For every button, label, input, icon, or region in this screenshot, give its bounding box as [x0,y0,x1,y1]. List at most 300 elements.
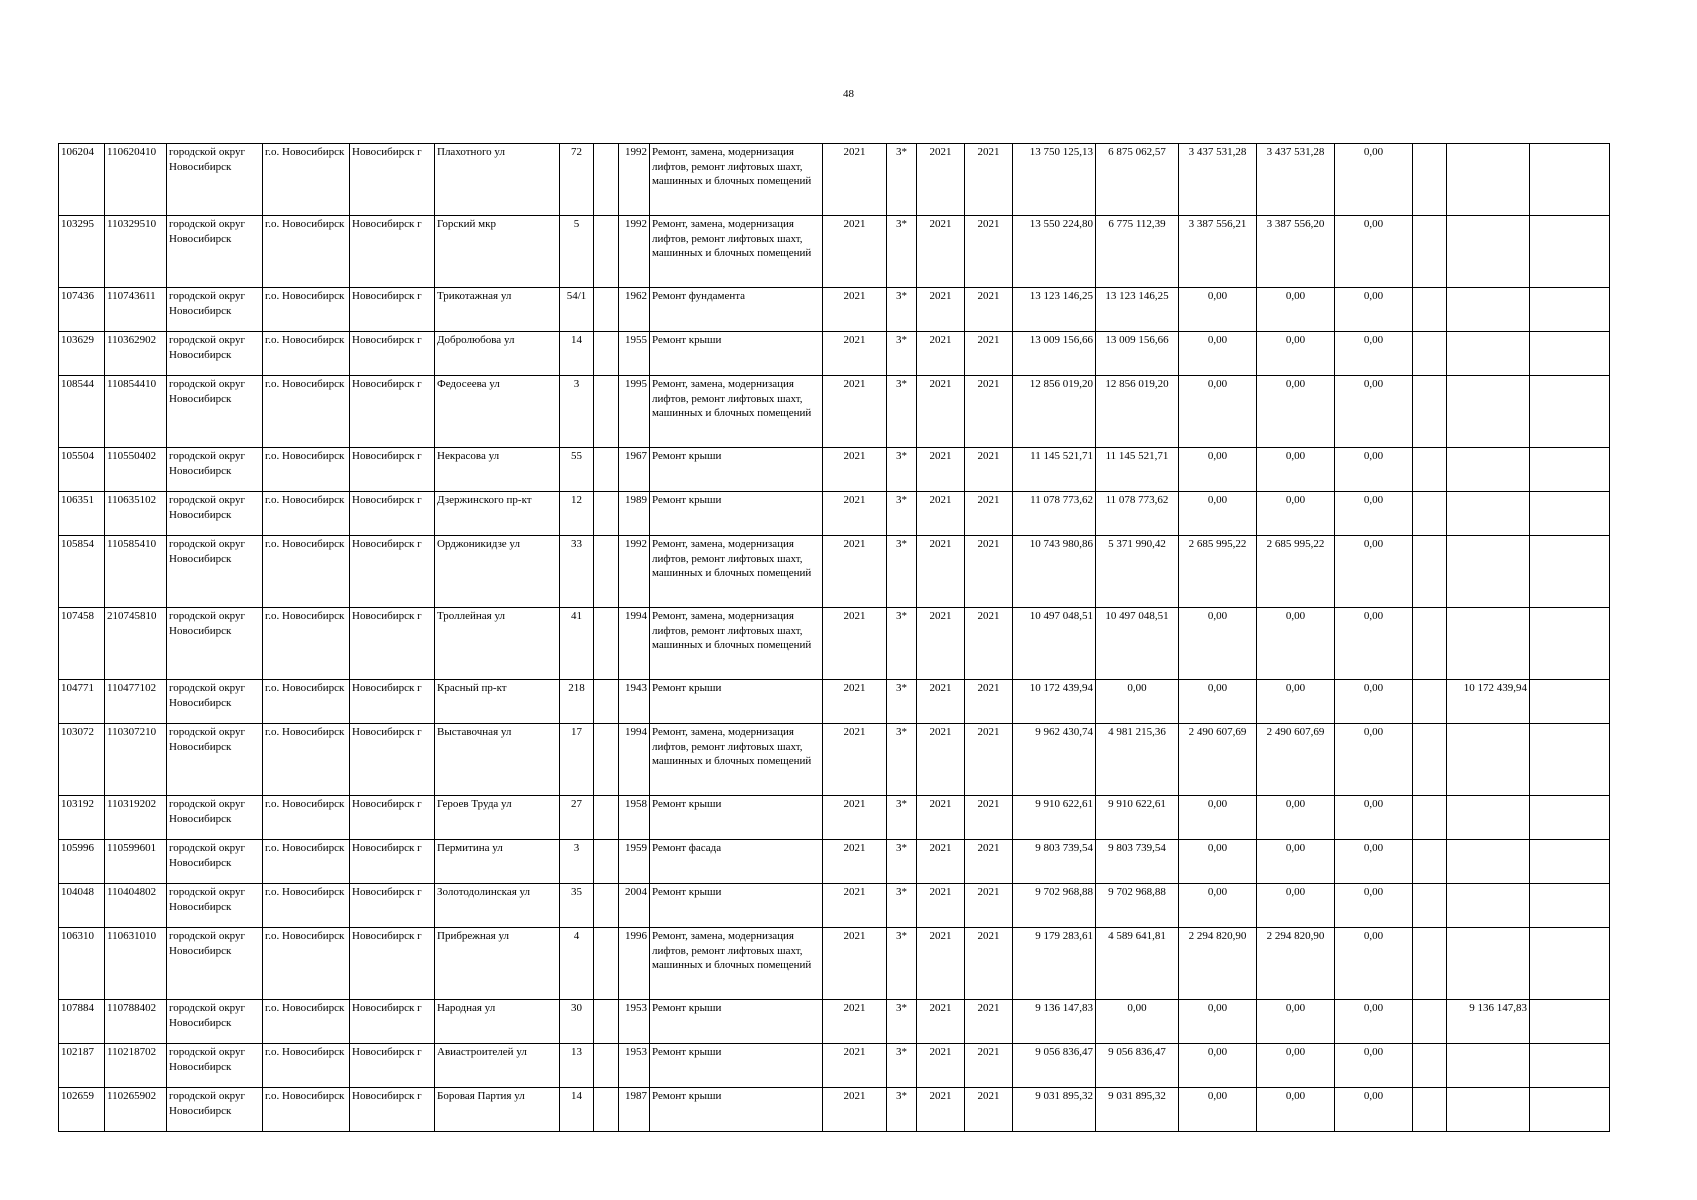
cell-federal-funds: 0,00 [1335,492,1413,536]
cell-owner-funds: 9 910 622,61 [1096,796,1179,840]
cell-street: Прибрежная ул [435,928,560,1000]
cell-local-funds: 3 437 531,28 [1257,144,1335,216]
cell-house-number: 14 [560,1088,594,1132]
cell-year-built: 1994 [619,724,650,796]
cell-regional-funds: 0,00 [1179,288,1257,332]
cell-house-id: 105504 [59,448,105,492]
cell-federal-funds: 0,00 [1335,288,1413,332]
cell-system-code: 110620410 [105,144,167,216]
cell-settlement: Новосибирск г [350,332,435,376]
cell-total-cost: 13 750 125,13 [1013,144,1096,216]
cell-work-type: Ремонт крыши [650,1044,823,1088]
table-row [59,724,1610,796]
cell-local-funds: 0,00 [1257,492,1335,536]
cell-plan-year: 2021 [823,536,887,608]
cell-note [1530,376,1610,448]
cell-total-cost: 13 550 224,80 [1013,216,1096,288]
cell-extra-funds [1413,448,1447,492]
cell-street: Дзержинского пр-кт [435,492,560,536]
table-row [59,928,1610,1000]
cell-end-year: 2021 [965,796,1013,840]
cell-extra-funds [1413,608,1447,680]
cell-building [594,448,619,492]
cell-start-year: 2021 [917,608,965,680]
page-number: 48 [843,88,854,100]
cell-other-funds: 10 172 439,94 [1447,680,1530,724]
cell-settlement: Новосибирск г [350,608,435,680]
cell-other-funds [1447,1044,1530,1088]
cell-federal-funds: 0,00 [1335,1088,1413,1132]
cell-start-year: 2021 [917,840,965,884]
cell-building [594,1088,619,1132]
cell-house-id: 105996 [59,840,105,884]
cell-local-funds: 0,00 [1257,608,1335,680]
cell-street: Золотодолинская ул [435,884,560,928]
cell-house-number: 14 [560,332,594,376]
cell-total-cost: 11 145 521,71 [1013,448,1096,492]
cell-priority: 3* [887,680,917,724]
cell-municipal-district: г.о. Новосибирск [263,608,350,680]
cell-settlement: Новосибирск г [350,492,435,536]
cell-other-funds [1447,332,1530,376]
cell-owner-funds: 9 031 895,32 [1096,1088,1179,1132]
cell-system-code: 110550402 [105,448,167,492]
cell-building [594,144,619,216]
cell-regional-funds: 0,00 [1179,796,1257,840]
cell-plan-year: 2021 [823,796,887,840]
cell-municipal-district: г.о. Новосибирск [263,928,350,1000]
cell-note [1530,492,1610,536]
table-row [59,448,1610,492]
cell-municipal-district: г.о. Новосибирск [263,796,350,840]
cell-regional-funds: 3 387 556,21 [1179,216,1257,288]
cell-house-id: 106310 [59,928,105,1000]
cell-work-type: Ремонт крыши [650,1088,823,1132]
cell-other-funds [1447,796,1530,840]
cell-owner-funds: 10 497 048,51 [1096,608,1179,680]
cell-other-funds [1447,536,1530,608]
cell-work-type: Ремонт крыши [650,332,823,376]
cell-note [1530,144,1610,216]
table-row [59,680,1610,724]
cell-street: Боровая Партия ул [435,1088,560,1132]
cell-municipal-district: г.о. Новосибирск [263,536,350,608]
cell-extra-funds [1413,144,1447,216]
cell-owner-funds: 9 056 836,47 [1096,1044,1179,1088]
cell-house-number: 30 [560,1000,594,1044]
cell-priority: 3* [887,1088,917,1132]
cell-start-year: 2021 [917,376,965,448]
cell-federal-funds: 0,00 [1335,144,1413,216]
cell-other-funds [1447,928,1530,1000]
cell-end-year: 2021 [965,536,1013,608]
cell-regional-funds: 0,00 [1179,376,1257,448]
cell-house-number: 35 [560,884,594,928]
cell-extra-funds [1413,332,1447,376]
cell-extra-funds [1413,680,1447,724]
cell-owner-funds: 0,00 [1096,680,1179,724]
cell-system-code: 110404802 [105,884,167,928]
cell-house-number: 41 [560,608,594,680]
cell-settlement: Новосибирск г [350,928,435,1000]
cell-regional-funds: 0,00 [1179,884,1257,928]
cell-owner-funds: 4 589 641,81 [1096,928,1179,1000]
cell-priority: 3* [887,216,917,288]
cell-municipality: городской округ Новосибирск [167,1044,263,1088]
cell-house-number: 5 [560,216,594,288]
cell-extra-funds [1413,536,1447,608]
cell-owner-funds: 13 009 156,66 [1096,332,1179,376]
cell-year-built: 1992 [619,536,650,608]
cell-plan-year: 2021 [823,288,887,332]
cell-building [594,376,619,448]
cell-year-built: 1955 [619,332,650,376]
cell-priority: 3* [887,840,917,884]
cell-other-funds: 9 136 147,83 [1447,1000,1530,1044]
cell-owner-funds: 11 078 773,62 [1096,492,1179,536]
cell-municipal-district: г.о. Новосибирск [263,492,350,536]
table-row [59,288,1610,332]
cell-settlement: Новосибирск г [350,1000,435,1044]
cell-settlement: Новосибирск г [350,536,435,608]
table-row [59,332,1610,376]
cell-municipality: городской округ Новосибирск [167,376,263,448]
cell-end-year: 2021 [965,144,1013,216]
cell-year-built: 1996 [619,928,650,1000]
cell-end-year: 2021 [965,216,1013,288]
cell-total-cost: 9 056 836,47 [1013,1044,1096,1088]
cell-plan-year: 2021 [823,216,887,288]
cell-note [1530,332,1610,376]
cell-year-built: 1967 [619,448,650,492]
cell-municipal-district: г.о. Новосибирск [263,680,350,724]
cell-start-year: 2021 [917,144,965,216]
cell-owner-funds: 4 981 215,36 [1096,724,1179,796]
cell-federal-funds: 0,00 [1335,724,1413,796]
cell-settlement: Новосибирск г [350,288,435,332]
cell-end-year: 2021 [965,1000,1013,1044]
cell-local-funds: 0,00 [1257,1044,1335,1088]
cell-total-cost: 12 856 019,20 [1013,376,1096,448]
cell-priority: 3* [887,928,917,1000]
cell-year-built: 2004 [619,884,650,928]
cell-municipality: городской округ Новосибирск [167,288,263,332]
cell-note [1530,1088,1610,1132]
cell-house-id: 104771 [59,680,105,724]
cell-municipality: городской округ Новосибирск [167,1000,263,1044]
cell-house-id: 102659 [59,1088,105,1132]
cell-end-year: 2021 [965,928,1013,1000]
cell-plan-year: 2021 [823,680,887,724]
cell-house-number: 13 [560,1044,594,1088]
table-row [59,144,1610,216]
cell-other-funds [1447,724,1530,796]
cell-municipal-district: г.о. Новосибирск [263,376,350,448]
cell-year-built: 1953 [619,1044,650,1088]
cell-municipal-district: г.о. Новосибирск [263,1088,350,1132]
cell-note [1530,1000,1610,1044]
cell-plan-year: 2021 [823,332,887,376]
cell-work-type: Ремонт фундамента [650,288,823,332]
cell-other-funds [1447,608,1530,680]
cell-system-code: 110788402 [105,1000,167,1044]
cell-total-cost: 9 031 895,32 [1013,1088,1096,1132]
cell-municipal-district: г.о. Новосибирск [263,1044,350,1088]
table-row [59,884,1610,928]
cell-local-funds: 0,00 [1257,680,1335,724]
cell-building [594,928,619,1000]
cell-note [1530,536,1610,608]
cell-work-type: Ремонт крыши [650,884,823,928]
cell-year-built: 1995 [619,376,650,448]
cell-total-cost: 9 910 622,61 [1013,796,1096,840]
cell-plan-year: 2021 [823,884,887,928]
cell-plan-year: 2021 [823,448,887,492]
cell-start-year: 2021 [917,536,965,608]
cell-municipal-district: г.о. Новосибирск [263,1000,350,1044]
cell-local-funds: 0,00 [1257,332,1335,376]
cell-federal-funds: 0,00 [1335,680,1413,724]
cell-total-cost: 9 179 283,61 [1013,928,1096,1000]
cell-total-cost: 13 009 156,66 [1013,332,1096,376]
cell-house-id: 103295 [59,216,105,288]
cell-system-code: 110635102 [105,492,167,536]
cell-local-funds: 0,00 [1257,1088,1335,1132]
cell-owner-funds: 0,00 [1096,1000,1179,1044]
cell-end-year: 2021 [965,608,1013,680]
cell-building [594,796,619,840]
cell-extra-funds [1413,724,1447,796]
cell-federal-funds: 0,00 [1335,884,1413,928]
cell-house-number: 55 [560,448,594,492]
cell-work-type: Ремонт, замена, модернизация лифтов, ремонт лифтовых шахт, машинных и блочных помещений [650,536,823,608]
cell-street: Некрасова ул [435,448,560,492]
cell-system-code: 210745810 [105,608,167,680]
cell-work-type: Ремонт крыши [650,1000,823,1044]
cell-plan-year: 2021 [823,928,887,1000]
cell-end-year: 2021 [965,680,1013,724]
cell-municipal-district: г.о. Новосибирск [263,884,350,928]
cell-extra-funds [1413,216,1447,288]
cell-street: Героев Труда ул [435,796,560,840]
cell-federal-funds: 0,00 [1335,376,1413,448]
cell-extra-funds [1413,376,1447,448]
cell-owner-funds: 5 371 990,42 [1096,536,1179,608]
cell-regional-funds: 0,00 [1179,840,1257,884]
cell-start-year: 2021 [917,1000,965,1044]
cell-street: Федосеева ул [435,376,560,448]
cell-note [1530,724,1610,796]
cell-municipality: городской округ Новосибирск [167,492,263,536]
cell-owner-funds: 9 803 739,54 [1096,840,1179,884]
cell-federal-funds: 0,00 [1335,1000,1413,1044]
cell-extra-funds [1413,928,1447,1000]
cell-local-funds: 0,00 [1257,1000,1335,1044]
cell-extra-funds [1413,1088,1447,1132]
cell-owner-funds: 6 875 062,57 [1096,144,1179,216]
cell-regional-funds: 2 490 607,69 [1179,724,1257,796]
cell-end-year: 2021 [965,1044,1013,1088]
cell-other-funds [1447,840,1530,884]
cell-priority: 3* [887,332,917,376]
cell-end-year: 2021 [965,884,1013,928]
table-row [59,1000,1610,1044]
cell-building [594,288,619,332]
cell-municipality: городской округ Новосибирск [167,536,263,608]
cell-street: Пермитина ул [435,840,560,884]
cell-system-code: 110329510 [105,216,167,288]
cell-settlement: Новосибирск г [350,884,435,928]
cell-extra-funds [1413,1044,1447,1088]
cell-municipal-district: г.о. Новосибирск [263,288,350,332]
cell-building [594,332,619,376]
cell-municipality: городской округ Новосибирск [167,608,263,680]
cell-house-number: 33 [560,536,594,608]
cell-house-id: 108544 [59,376,105,448]
cell-system-code: 110585410 [105,536,167,608]
table-row [59,492,1610,536]
cell-building [594,536,619,608]
cell-house-id: 105854 [59,536,105,608]
table-row [59,840,1610,884]
cell-work-type: Ремонт, замена, модернизация лифтов, ремонт лифтовых шахт, машинных и блочных помещений [650,928,823,1000]
cell-house-number: 4 [560,928,594,1000]
cell-priority: 3* [887,448,917,492]
cell-work-type: Ремонт, замена, модернизация лифтов, ремонт лифтовых шахт, машинных и блочных помещений [650,608,823,680]
cell-building [594,216,619,288]
cell-settlement: Новосибирск г [350,144,435,216]
cell-municipal-district: г.о. Новосибирск [263,840,350,884]
cell-year-built: 1962 [619,288,650,332]
cell-total-cost: 11 078 773,62 [1013,492,1096,536]
cell-settlement: Новосибирск г [350,1088,435,1132]
cell-extra-funds [1413,288,1447,332]
cell-plan-year: 2021 [823,1000,887,1044]
cell-total-cost: 9 136 147,83 [1013,1000,1096,1044]
cell-house-number: 54/1 [560,288,594,332]
cell-extra-funds [1413,1000,1447,1044]
cell-local-funds: 0,00 [1257,288,1335,332]
cell-priority: 3* [887,1044,917,1088]
table-row [59,216,1610,288]
cell-plan-year: 2021 [823,144,887,216]
cell-total-cost: 9 962 430,74 [1013,724,1096,796]
cell-regional-funds: 0,00 [1179,1088,1257,1132]
cell-house-id: 107458 [59,608,105,680]
cell-street: Авиастроителей ул [435,1044,560,1088]
cell-house-number: 27 [560,796,594,840]
cell-start-year: 2021 [917,884,965,928]
cell-federal-funds: 0,00 [1335,608,1413,680]
cell-local-funds: 2 685 995,22 [1257,536,1335,608]
cell-start-year: 2021 [917,216,965,288]
cell-house-number: 218 [560,680,594,724]
cell-house-id: 103192 [59,796,105,840]
cell-federal-funds: 0,00 [1335,448,1413,492]
cell-settlement: Новосибирск г [350,376,435,448]
cell-start-year: 2021 [917,928,965,1000]
cell-house-number: 17 [560,724,594,796]
cell-other-funds [1447,448,1530,492]
cell-municipal-district: г.о. Новосибирск [263,448,350,492]
table-row [59,376,1610,448]
cell-start-year: 2021 [917,1088,965,1132]
cell-federal-funds: 0,00 [1335,216,1413,288]
cell-regional-funds: 2 685 995,22 [1179,536,1257,608]
cell-street: Орджоникидзе ул [435,536,560,608]
cell-house-id: 103072 [59,724,105,796]
cell-municipality: городской округ Новосибирск [167,448,263,492]
cell-street: Народная ул [435,1000,560,1044]
cell-house-id: 107884 [59,1000,105,1044]
cell-system-code: 110743611 [105,288,167,332]
cell-work-type: Ремонт крыши [650,492,823,536]
cell-year-built: 1992 [619,216,650,288]
cell-note [1530,288,1610,332]
cell-street: Трикотажная ул [435,288,560,332]
cell-year-built: 1992 [619,144,650,216]
cell-end-year: 2021 [965,724,1013,796]
cell-system-code: 110477102 [105,680,167,724]
cell-note [1530,796,1610,840]
cell-system-code: 110218702 [105,1044,167,1088]
cell-total-cost: 13 123 146,25 [1013,288,1096,332]
cell-municipality: городской округ Новосибирск [167,796,263,840]
cell-local-funds: 2 490 607,69 [1257,724,1335,796]
cell-regional-funds: 0,00 [1179,680,1257,724]
cell-municipality: городской округ Новосибирск [167,884,263,928]
cell-system-code: 110265902 [105,1088,167,1132]
cell-owner-funds: 6 775 112,39 [1096,216,1179,288]
cell-regional-funds: 0,00 [1179,1044,1257,1088]
cell-building [594,680,619,724]
cell-other-funds [1447,492,1530,536]
cell-municipality: городской округ Новосибирск [167,840,263,884]
table-row [59,796,1610,840]
cell-house-number: 3 [560,376,594,448]
cell-building [594,492,619,536]
cell-plan-year: 2021 [823,492,887,536]
cell-total-cost: 10 743 980,86 [1013,536,1096,608]
cell-federal-funds: 0,00 [1335,928,1413,1000]
cell-work-type: Ремонт, замена, модернизация лифтов, ремонт лифтовых шахт, машинных и блочных помещений [650,144,823,216]
cell-note [1530,448,1610,492]
table-row [59,608,1610,680]
cell-settlement: Новосибирск г [350,680,435,724]
cell-regional-funds: 0,00 [1179,448,1257,492]
cell-house-number: 12 [560,492,594,536]
cell-plan-year: 2021 [823,1088,887,1132]
cell-house-id: 104048 [59,884,105,928]
cell-municipality: городской округ Новосибирск [167,680,263,724]
cell-system-code: 110319202 [105,796,167,840]
cell-year-built: 1987 [619,1088,650,1132]
capital-repair-table [58,143,1610,1132]
cell-other-funds [1447,884,1530,928]
cell-other-funds [1447,216,1530,288]
cell-total-cost: 10 497 048,51 [1013,608,1096,680]
cell-total-cost: 10 172 439,94 [1013,680,1096,724]
cell-local-funds: 0,00 [1257,376,1335,448]
cell-building [594,840,619,884]
cell-local-funds: 2 294 820,90 [1257,928,1335,1000]
cell-street: Красный пр-кт [435,680,560,724]
cell-start-year: 2021 [917,492,965,536]
cell-other-funds [1447,144,1530,216]
cell-federal-funds: 0,00 [1335,332,1413,376]
cell-total-cost: 9 702 968,88 [1013,884,1096,928]
cell-priority: 3* [887,288,917,332]
